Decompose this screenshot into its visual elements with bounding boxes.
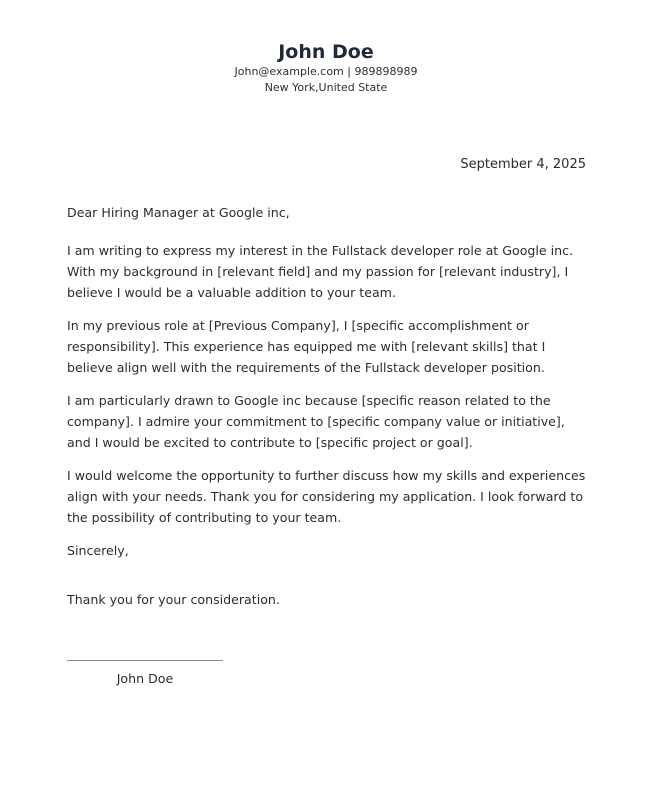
- paragraph-3: I am particularly drawn to Google inc because [specific reason related to the company]. I admire your commitment to [specific company value or initiative], and I would be excited to contribute to [specific project or goal].: [67, 393, 565, 450]
- paragraph-4: I would welcome the opportunity to further discuss how my skills and experiences align with your needs. Thank you for considering my application. I look forward to the possibility of contributing to your team.: [67, 468, 586, 525]
- sender-name: John Doe: [278, 41, 374, 63]
- signature-name: John Doe: [116, 671, 174, 686]
- signature-line: [67, 660, 223, 661]
- sender-location: New York,United State: [264, 81, 388, 94]
- thanks-line: Thank you for your consideration.: [67, 592, 280, 607]
- sender-contact: John@example.com | 989898989: [234, 65, 418, 78]
- salutation: Dear Hiring Manager at Google inc,: [67, 205, 290, 220]
- paragraph-1: I am writing to express my interest in the Fullstack developer role at Google inc. With my background in [relevant field] and my passion for [relevant industry], I believe I would be a valuable addition to your team.: [67, 243, 574, 300]
- letter-body: [67, 202, 592, 610]
- letter-header: [0, 40, 652, 96]
- paragraph-2: In my previous role at [Previous Company], I [specific accomplishment or responsibility]. This experience has equipped me with [relevant skills] that I believe align well with the requirements of the Fullstack developer position.: [67, 318, 546, 375]
- closing: Sincerely,: [67, 543, 129, 558]
- letter-date: September 4, 2025: [460, 157, 586, 172]
